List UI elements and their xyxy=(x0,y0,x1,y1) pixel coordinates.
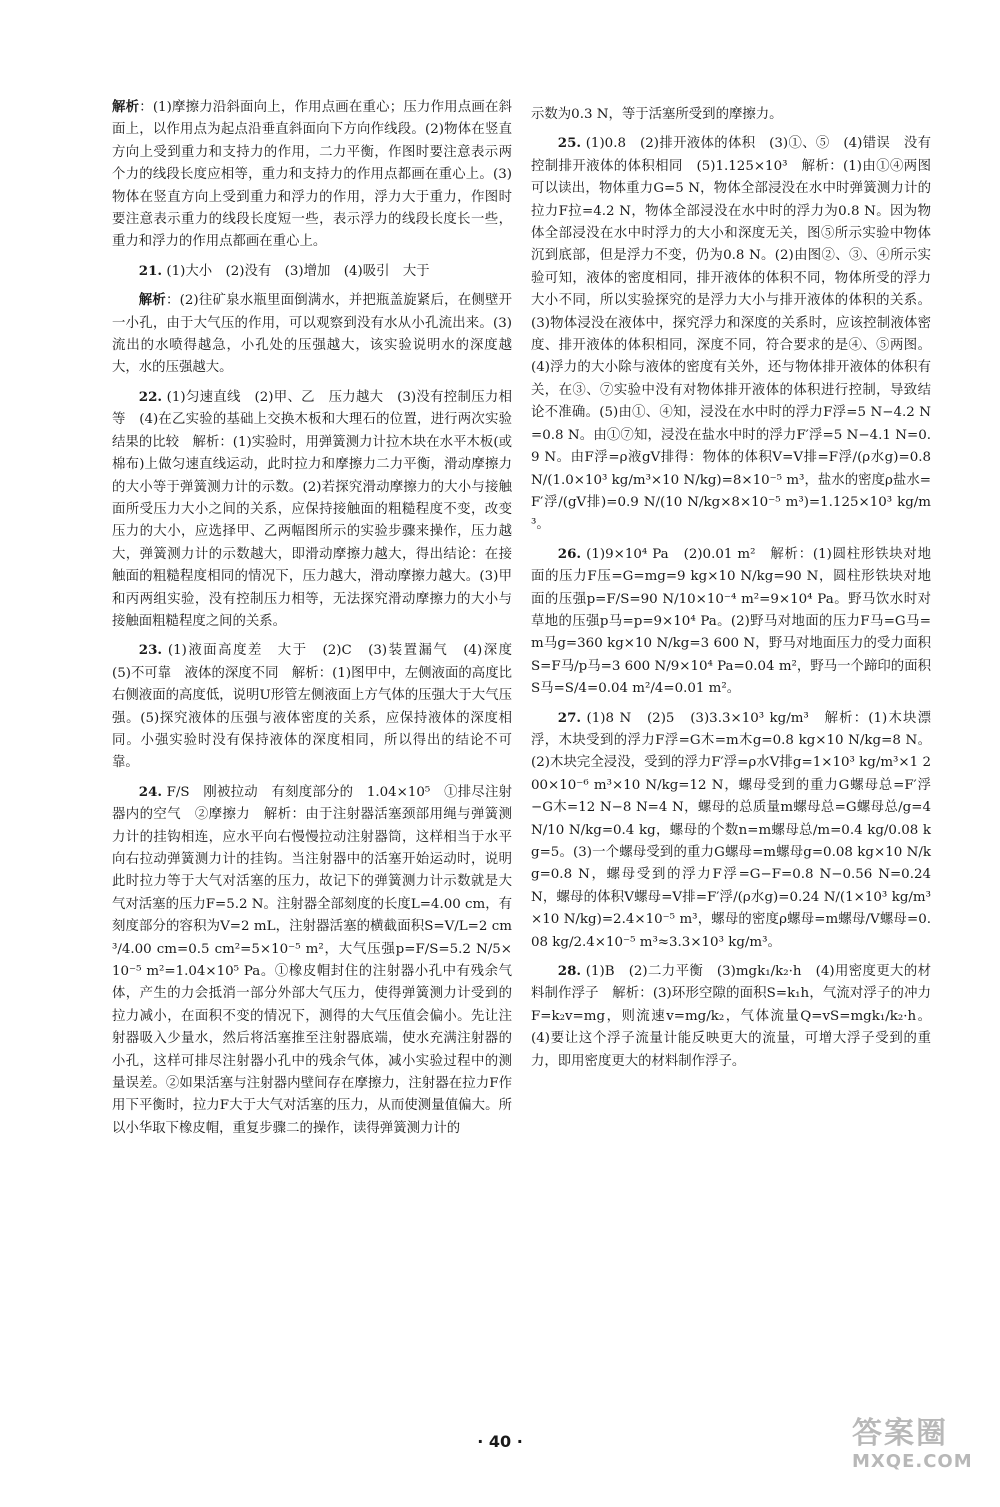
question-number: 23. xyxy=(138,642,163,659)
answer-text: (1)9×10⁴ Pa (2)0.01 m² 解析：(1)圆柱形铁块对地面的压力F压=G=mg=9 kg×10 N/kg=90 N，圆柱形铁块对地面的压强p=F/S=90 N/10×10⁻⁴ m²=9×10⁴ Pa。野马饮水时对草地的压强p马=p=9×10⁴ Pa。(2)野马对地面的压力F马=G马=m马g=360 kg×10 N/kg=3 600 N，野马对地面压力的受力面积S=F马/p马=3 600 N/9×10⁴ Pa=0.04 m²，野马一个蹄印的面积S马=S/4=0.04 m²/4=0.01 m²。 xyxy=(531,546,931,697)
question-number: 26. xyxy=(557,545,582,562)
answer-paragraph xyxy=(531,707,931,954)
question-number: 27. xyxy=(557,709,582,726)
answer-paragraph xyxy=(112,289,512,380)
answer-text: ：(1)摩擦力沿斜面向上，作用点画在重心；压力作用点画在斜面上，以作用点为起点沿垂直斜面向下方向作线段。(2)物体在竖直方向上受到重力和支持力的作用，二力平衡，作图时要注意表示两个力的线段长度应相等，重力和支持力的作用点都画在重心上。(3)物体在竖直方向上受到重力和浮力的作用，浮力大于重力，作图时要注意表示重力的线段长度短一些，表示浮力的线段长度长一些，重力和浮力的作用点都画在重心上。 xyxy=(112,100,512,250)
answer-paragraph xyxy=(531,132,931,536)
answer-paragraph xyxy=(531,104,931,126)
answer-text: (1)0.8 (2)排开液体的体积 (3)①、⑤ (4)错误 没有控制排开液体的体积相同 (5)1.125×10³ 解析：(1)由①④两图可以读出，物体重力G=5 N，物体全部浸没在水中时弹簧测力计的拉力F拉=4.2 N，物体全部浸没在水中时的浮力为0.8 N。因为物体全部浸没在水中时浮力的大小和深度无关，图⑤所示实验中物体沉到底部，但是浮力不变，仍为0.8 N。(2)由图②、③、④所示实验可知，液体的密度相同，排开液体的体积不同，物体所受的浮力大小不同，所以实验探究的是浮力大小与排开液体的体积的关系。(3)物体浸没在液体中，探究浮力和深度的关系时，应该控制液体密度、排开液体的体积相同，深度不同，符合要求的是④、⑤两图。(4)浮力的大小除与液体的密度有关外，还与物体排开液体的体积有关，在③、⑦实验中没有对物体排开液体的体积进行控制，导致结论不准确。(5)由①、④知，浸没在水中时的浮力F浮=5 N−4.2 N=0.8 N。由①⑦知，浸没在盐水中时的浮力F′浮=5 N−4.1 N=0.9 N。由F浮=ρ液gV排得：物体的体积V=V排=F浮/(ρ水g)=0.8 N/(1.0×10³ kg/m³×10 N/kg)=8×10⁻⁵ m³，盐水的密度ρ盐水=F′浮/(gV排)=0.9 N/(10 N/kg×8×10⁻⁵ m³)=1.125×10³ kg/m³。 xyxy=(531,136,931,533)
watermark-top: 答案圈 xyxy=(852,1416,948,1451)
analysis-label: 解析 xyxy=(112,99,140,115)
question-number: 22. xyxy=(138,388,163,405)
answer-paragraph xyxy=(531,543,931,701)
answer-paragraph xyxy=(112,386,512,633)
question-number: 21. xyxy=(138,262,163,279)
answer-paragraph xyxy=(112,260,512,283)
answer-text: ：(2)往矿泉水瓶里面倒满水，并把瓶盖旋紧后，在侧壁开一小孔，由于大气压的作用，可以观察到没有水从小孔流出来。(3)流出的水喷得越急，小孔处的压强越大，该实验说明水的深度越大，水的压强越大。 xyxy=(112,293,512,376)
answer-text: (1)B (2)二力平衡 (3)mgk₁/k₂·h (4)用密度更大的材料制作浮子 解析：(3)环形空隙的面积S=k₁h，气流对浮子的冲力F=k₂v=mg，则流速v=mg/k₂，气体流量Q=vS=mgk₁/k₂·h。(4)要让这个浮子流量计能反映更大的流量，可增大浮子受到的重力，即用密度更大的材料制作浮子。 xyxy=(531,964,931,1069)
question-number: 24. xyxy=(138,783,163,800)
right-column xyxy=(531,104,931,1079)
answer-text: (1)大小 (2)没有 (3)增加 (4)吸引 大于 xyxy=(166,263,430,279)
watermark-logo xyxy=(852,1417,972,1487)
question-number: 25. xyxy=(557,135,582,152)
answer-text: (1)液面高度差 大于 (2)C (3)装置漏气 (4)深度 (5)不可靠 液体的深度不同 解析：(1)图甲中，左侧液面的高度比右侧液面的高度低，说明U形管左侧液面上方气体的压强大于大气压强。(5)探究液体的压强与液体密度的关系，应保持液体的深度相同。小强实验时没有保持液体的深度相同，所以得出的结论不可靠。 xyxy=(112,643,526,771)
question-number: 28. xyxy=(557,963,582,980)
analysis-label: 解析 xyxy=(138,292,167,309)
answer-paragraph xyxy=(112,96,512,254)
answer-paragraph xyxy=(531,960,931,1073)
answer-text: (1)匀速直线 (2)甲、乙 压力越大 (3)没有控制压力相等 (4)在乙实验的基础上交换木板和大理石的位置，进行两次实验结果的比较 解析：(1)实验时，用弹簧测力计拉木块在水平木板(或棉布)上做匀速直线运动，此时拉力和摩擦力二力平衡，滑动摩擦力的大小等于弹簧测力计的示数。(2)若探究滑动摩擦力的大小与接触面所受压力大小之间的关系，应保持接触面的粗糙程度不变，改变压力的大小，应选择甲、乙两幅图所示的实验步骤来操作，压力越大，弹簧测力计的示数越大，即滑动摩擦力越大，得出结论：在接触面的粗糙程度相同的情况下，压力越大，滑动摩擦力越大。(3)甲和丙两组实验，没有控制压力相等，无法探究滑动摩擦力的大小与接触面粗糙程度之间的关系。 xyxy=(112,389,512,629)
left-column xyxy=(112,96,526,1146)
watermark-bottom: MXQE.COM xyxy=(852,1451,973,1472)
answer-text: F/S 刚被拉动 有刻度部分的 1.04×10⁵ ①排尽注射器内的空气 ②摩擦力 解析：由于注射器活塞颈部用绳与弹簧测力计的挂钩相连，应水平向右慢慢拉动注射器筒，这样相当于水平向右拉动弹簧测力计的挂钩。当注射器中的活塞开始运动时，说明此时拉力等于大气对活塞的压力，故记下的弹簧测力计示数就是大气对活塞的压力F=5.2 N。注射器全部刻度的长度L=4.00 cm，有刻度部分的容积为V=2 mL，注射器活塞的横截面积S=V/L=2 cm³/4.00 cm=0.5 cm²=5×10⁻⁵ m²，大气压强p=F/S=5.2 N/5×10⁻⁵ m²=1.04×10⁵ Pa。①橡皮帽封住的注射器小孔中有残余气体，产生的力会抵消一部分外部大气压力，使得弹簧测力计受到的拉力减小，在面积不变的情况下，测得的大气压值会偏小。先让注射器吸入少量水，然后将活塞推至注射器底端，使水充满注射器的小孔，这样可排尽注射器小孔中的残余气体，减小实验过程中的测量误差。②如果活塞与注射器内壁间存在摩擦力，注射器在拉力F作用下平衡时，拉力F大于大气对活塞的压力，从而使测量值偏大。所以小华取下橡皮帽，重复步骤二的操作，读得弹簧测力计的 xyxy=(112,784,513,1136)
answer-text: 示数为0.3 N，等于活塞所受到的摩擦力。 xyxy=(531,107,783,122)
answer-paragraph xyxy=(112,639,526,774)
page-number: · 40 · xyxy=(477,1432,523,1451)
answer-paragraph xyxy=(112,781,512,1141)
answer-text: (1)8 N (2)5 (3)3.3×10³ kg/m³ 解析：(1)木块漂浮，木块受到的浮力F浮=G木=m木g=0.8 kg×10 N/kg=8 N。(2)木块完全浸没，受到的浮力F′浮=ρ水V排g=1×10³ kg/m³×1 200×10⁻⁶ m³×10 N/kg=12 N，螺母受到的重力G螺母总=F′浮−G木=12 N−8 N=4 N，螺母的总质量m螺母总=G螺母总/g=4 N/10 N/kg=0.4 kg，螺母的个数n=m螺母总/m=0.4 kg/0.08 kg=5。(3)一个螺母受到的重力G螺母=m螺母g=0.08 kg×10 N/kg=0.8 N，螺母受到的浮力F浮=G−F=0.8 N−0.56 N=0.24 N，螺母的体积V螺母=V排=F′浮/(ρ水g)=0.24 N/(1×10³ kg/m³×10 N/kg)=2.4×10⁻⁵ m³，螺母的密度ρ螺母=m螺母/V螺母=0.08 kg/2.4×10⁻⁵ m³≈3.3×10³ kg/m³。 xyxy=(531,710,931,950)
